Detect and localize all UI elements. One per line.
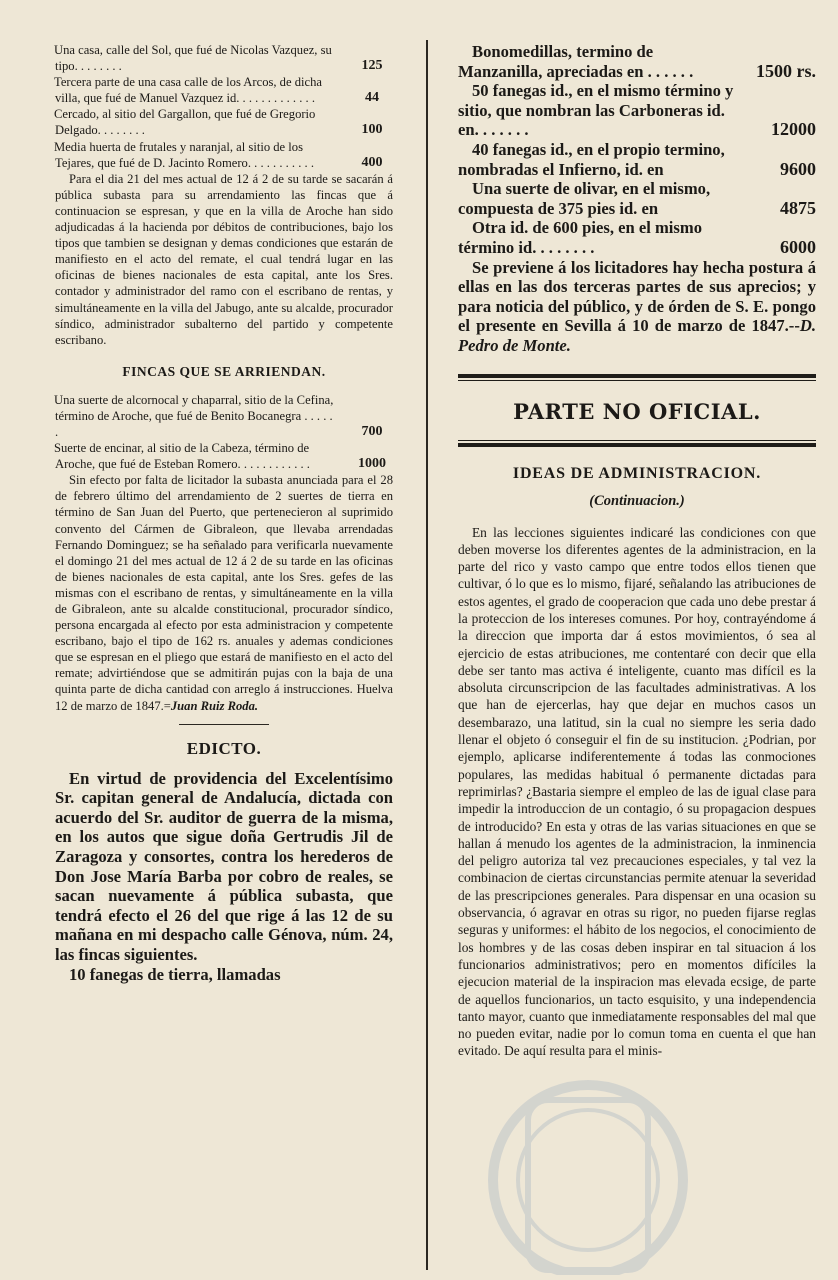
finca-entry: [55, 42, 393, 74]
finca-description: Suerte de encinar, al sitio de la Cabeza, término de Aroche, que fué de Esteban Romero. . . . . . . . . . . .: [54, 441, 310, 472]
finca-value: 1500 rs.: [756, 60, 816, 81]
finca-description: Una suerte de alcornocal y chaparral, sitio de la Cefina, término de Aroche, que fué de Benito Bocanegra . . . . . .: [54, 392, 334, 439]
fincas-heading: FINCAS QUE SE ARRIENDAN.: [122, 363, 326, 379]
property-list-rent: [55, 392, 393, 472]
finca-value: 12000: [771, 119, 816, 140]
finca-entry: [458, 81, 816, 140]
finca-value: 1000: [358, 456, 386, 472]
finca-description: 40 fanegas id., en el propio termino, nombradas el Infierno, id. en: [458, 139, 725, 179]
left-column: [55, 42, 393, 984]
finca-entry: [458, 42, 816, 81]
right-column: [458, 42, 816, 1060]
auction-notice-paragraph: Para el dia 21 del mes actual de 12 á 2 de su tarde se sacarán á pública subasta para su arrendamiento las fincas que á continuacion se espresan, y que en la villa de Aroche han sido adjudicadas á la hacienda por débitos de contribuciones, bajo los tipos que tambien se designan y demas condiciones que estarán de manifiesto en el acto del remate, el cual tendrá lugar en las oficinas de bienes nacionales de esta capital, ante los Sres. contador y administrador del ramo con el escribano de rentas, y simultáneamente en la villa del Jabugo, ante su alcalde, procurador síndico, administrador subalterno del partido y competente escribano.: [55, 171, 393, 347]
finca-value: 400: [361, 154, 383, 170]
edicto-first-finca: 10 fanegas de tierra, llamadas: [69, 964, 281, 984]
finca-description: Otra id. de 600 pies, en el mismo término id. . . . . . . .: [458, 218, 702, 257]
finca-value: 44: [365, 90, 379, 106]
finca-value: 9600: [780, 158, 816, 179]
finca-entry: [55, 139, 393, 171]
finca-description: Bonomedillas, termino de Manzanilla, apreciadas en . . . . . .: [458, 42, 694, 81]
finca-value: 125: [361, 58, 383, 74]
finca-entry: [458, 140, 816, 179]
continuacion-label: (Continuacion.): [589, 492, 685, 509]
finca-description: 50 fanegas id., en el mismo término y sitio, que nombran las Carboneras id. en. . . . . . .: [458, 81, 734, 140]
finca-entry: [55, 74, 393, 106]
edicto-paragraph: En virtud de providencia del Excelentísimo Sr. capitan general de Andalucía, dictada con acuerdo del Sr. auditor de guerra de la misma, en los autos que sigue doña Gertrudis Jil de Zaragoza y consortes, contra los herederos de Don Jose María Barba por cobro de reales, se sacan nuevamente á pública subasta, que tendrá efecto el 26 del que rige á las 12 de su mañana en mi despacho calle Génova, núm. 24, las fincas siguientes.: [55, 768, 393, 964]
edicto-closing: [458, 258, 816, 356]
ideas-heading: IDEAS DE ADMINISTRACION.: [512, 464, 762, 482]
gibraleon-notice-paragraph: [55, 472, 393, 713]
finca-entry: [458, 179, 816, 218]
ideas-body: En las lecciones siguientes indicaré las condiciones con que deben moverse los diferentes agentes de la administracion, en la parte del rico y vasto campo que entre todos ellos tienen que cultivar, ó lo que es lo mismo, fijaré, señalando las atribuciones de estos agentes, el grado de cooperacion que cada uno debe prestar á la proteccion de los intereses comunes. Por hoy, contrayéndome á la direccion que importa dar á estos movimientos, ó sea al ejercicio de estas atribuciones, me contentaré con decir que ella debe ser tanto mas activa é inteligente, cuanto mas difícil es la absoluta circunscripcion de las facultades administrativas. A los que han de ejercerlas, hay que dejar en muchos casos un desembarazo, una latitud, sin la cual no siempre les seria dado llenar el objeto ó conseguir el fin de su institucion. ¿Podrian, por ejemplo, aplicarse indiferentemente á todas las conmociones populares, las medidas habitual ó permanente dictadas para reprimirlas? ¿Bastaria siempre el empleo de las de igual clase para impedir la introduccion de un contagio, ó su propagacion despues de introducido? En esta y otras de las varias situaciones en que se hallan á menudo los agentes de la administracion, la inminencia del peligro autoriza tal vez precauciones especiales, y tal vez la combinacion de ciertas circunstancias permite atenuar la severidad de las prescripciones generales. Para dispensar en una ocasion su observancia, ó agravar en otras su rigor, no pueden fijarse reglas seguras y uniformes: el hábito de los negocios, el conocimiento de los hombres y de las cosas deben inspirar en tal situacion á los funcionarios administrativos; pero en momentos difíciles la ejecucion material de la inspiracion mas elevada ecsige, de parte de aquellos funcionarios, un tacto esquisito, y una independencia tanto mayor, cuanto que inmediatamente responsables del mal que no pueden evitar, nadie por lo comun toma en cuenta el que han evitado. De aquí resulta para el minis-: [458, 524, 816, 1059]
finca-value: 4875: [780, 197, 816, 218]
signature-pedro-de-monte: D. Pedro de Monte.: [458, 316, 816, 355]
property-list-edicto: [458, 42, 816, 258]
section-divider: [179, 724, 269, 725]
library-seal-watermark: [428, 1060, 748, 1275]
banner-rules-bottom: [458, 440, 816, 447]
edicto-closing-text: Se previene á los licitadores hay hecha postura á ellas en las dos terceras partes de sus aprecios; y para noticia del público, y de órden de S. E. pongo el presente en Sevilla á 10 de marzo de 1847.--: [458, 257, 816, 336]
finca-entry: [55, 440, 393, 472]
finca-description: Una suerte de olivar, en el mismo, compuesta de 375 pies id. en: [458, 179, 711, 218]
finca-value: 700: [361, 423, 383, 439]
finca-value: 100: [361, 122, 383, 138]
finca-entry: [55, 106, 393, 138]
finca-entry: [458, 218, 816, 257]
signature-juan-ruiz-roda: Juan Ruiz Roda.: [170, 698, 259, 713]
parte-no-oficial-banner: PARTE NO OFICIAL.: [513, 398, 761, 424]
finca-description: Tercera parte de una casa calle de los Arcos, de dicha villa, que fué de Manuel Vazquez id. . . . . . . . . . . . .: [54, 75, 322, 106]
finca-entry: [55, 392, 393, 440]
finca-description: Media huerta de frutales y naranjal, al sitio de los Tejares, que fué de D. Jacinto Romero. . . . . . . . . . .: [54, 139, 314, 170]
column-divider: [426, 40, 428, 1270]
gibraleon-notice-text: Sin efecto por falta de licitador la subasta anunciada para el 28 de febrero último del arrendamiento de 2 suertes de tierra en término de San Juan del Puerto, que pertenecieron al suprimido convento del Cármen de Gibraleon, que llevaba arrendadas Fernando Dominguez; se ha señalado para verificarla nuevamente el domingo 21 del mes actual de 12 á 2 de su tarde en las oficinas de bienes nacionales de esta capital, ante los Sres. gefes de las mismas con el escribano de rentas, y simultáneamente en la villa de Gibraleon, ante su alcalde constitucional, procurador síndico, persona encargada al efecto por esta administracion y competente escribano, bajo el tipo de 162 rs. anuales y ademas condiciones que se espresan en el pliego que estará de manifiesto en el acto del remate; advirtiéndose que se admitirán pujas con la baja de una quinta parte de dicha cantidad con arreglo á instrucciones. Huelva 12 de marzo de 1847.=: [55, 473, 393, 713]
edicto-heading: EDICTO.: [186, 738, 262, 758]
banner-rules-top: [458, 374, 816, 381]
finca-value: 6000: [780, 236, 816, 257]
finca-description: Una casa, calle del Sol, que fué de Nicolas Vazquez, su tipo. . . . . . . .: [54, 43, 332, 74]
property-list-aroche: [55, 42, 393, 171]
finca-description: Cercado, al sitio del Gargallon, que fué de Gregorio Delgado. . . . . . . .: [54, 107, 316, 138]
